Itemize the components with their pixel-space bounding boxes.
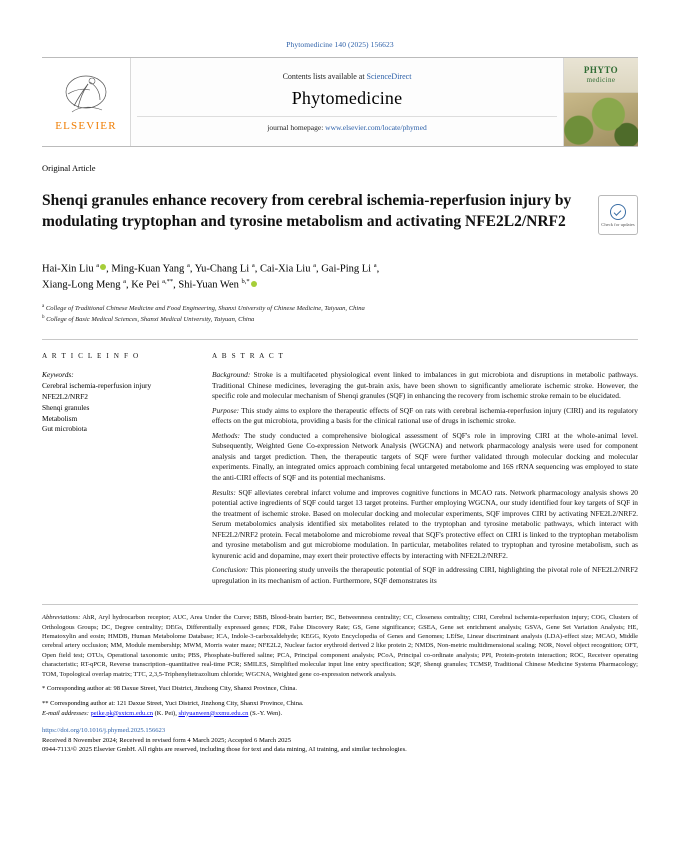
contents-line bbox=[137, 72, 557, 81]
email-owner-pei: (K. Pei), bbox=[154, 709, 177, 717]
cover-title: PHYTO bbox=[583, 65, 619, 76]
abstract-label: Conclusion: bbox=[212, 565, 249, 575]
author-line-1: Hai-Xin Liu $^a$ , Ming-Kuan Yang $^a$, Yu-Chang Li $^a$, Cai-Xia Liu $^a$, Gai-Ping Li $^a$, bbox=[42, 261, 380, 275]
homepage-prefix: journal homepage: bbox=[267, 123, 324, 132]
divider-top bbox=[42, 339, 638, 340]
keyword-item: Shenqi granules bbox=[42, 402, 90, 412]
crossmark-label: Check for updates bbox=[601, 221, 635, 227]
affiliations bbox=[42, 303, 638, 325]
affiliation-a-text: College of Traditional Chinese Medicine and Food Engineering, Shanxi University of Chinese Medicine, Taiyuan, China bbox=[45, 305, 365, 313]
article-info-heading: A R T I C L E I N F O bbox=[42, 352, 140, 361]
abstract-label: Methods: bbox=[212, 430, 240, 440]
article-type: Original Article bbox=[42, 163, 96, 173]
abstract-text: The study conducted a comprehensive biological assessment of SQF's role in improving CIRI at the whole-animal level. Subsequently, Weighted Gene Co-expression Network Analysis (WGCNA) and network pharmacology analysis were used for component analysis and target prediction. Then, the therapeutic targets of SQF were further validated through molecular docking and molecular experiments. Finally, an integrated omics approach combining fecal untargeted metabolome and 16S rRNA sequencing was employed to state the anti-CIRI effects of SQF and its potential mechanisms. bbox=[212, 430, 638, 482]
abstract-paragraph bbox=[212, 431, 638, 484]
author-list bbox=[42, 261, 638, 295]
elsevier-wordmark: ELSEVIER bbox=[55, 120, 117, 132]
journal-homepage-link[interactable]: www.elsevier.com/locate/phymed bbox=[325, 123, 427, 132]
abstract-label: Background: bbox=[212, 370, 251, 380]
abstract-heading: A B S T R A C T bbox=[212, 352, 285, 361]
orcid-icon[interactable] bbox=[100, 264, 106, 270]
abstract-label: Results: bbox=[212, 487, 236, 497]
journal-title: Phytomedicine bbox=[291, 88, 403, 108]
homepage-line bbox=[137, 116, 557, 132]
email-link-wen[interactable]: shiyuanwen@sxmu.edu.cn bbox=[178, 709, 249, 717]
affiliation-a: $^a$ College of Traditional Chinese Medicine and Food Engineering, Shanxi University of Chinese Medicine, Taiyuan, China bbox=[42, 304, 365, 313]
cover-header bbox=[564, 58, 638, 93]
abstract-paragraph bbox=[212, 370, 638, 402]
abstract-text: This pioneering study unveils the therapeutic potential of SQF in addressing CIRI, highlighting the pivotal role of NFE2L2/NRF2 upregulation in its mechanism of action. Furthermore, SQF demonstrates its bbox=[212, 565, 638, 585]
crossmark-badge[interactable] bbox=[598, 195, 638, 235]
keyword-item: Gut microbiota bbox=[42, 424, 87, 434]
running-head: Phytomedicine 140 (2025) 156623 bbox=[286, 40, 394, 49]
article-info-column bbox=[42, 352, 192, 590]
abbreviations-label: Abbreviations: bbox=[42, 614, 81, 622]
publisher-logo bbox=[42, 58, 131, 146]
abbreviations-text: AhR, Aryl hydrocarbon receptor; AUC, Area Under the Curve; BBB, Blood-brain barrier; BC, Betweenness centrality; CC, Closeness centrality; CIRI, Cerebral ischemia-reperfusion injury; COG, Clusters of Orthologous Groups; DC, Degree centrality; DEGs, Differentially expressed genes; FDR, False Discovery Rate; GS, Gene significance; GSEA, Gene set enrichment analysis; GSVA, Gene Set Variation Analysis; HE, Hematoxylin and eosin; HMDB, Human Metabolome Database; ICA, Indole-3-carboxaldehyde; KEGG, Kyoto Encyclopedia of Genes and Genomes; LEfSe, Linear discriminant analysis (LDA)-effect size; MCAO, Middle cerebral artery occlusion; MM, Module membership; MWM, Morris water maze; NFE2L2, Nuclear factor erythroid derived 2 like protein 2; NMDS, Non-metric multidimensional scaling; NOR, Novel object recognition; OFT, Open field test; OTUs, Operational taxonomic units; PBS, Phosphate-buffered saline; PCA, Principal component analysis; PCoA, Principal co-ordinate analysis; PPI, Protein-protein interaction; ROC, Receiver operating characteristic; RT-qPCR, Reverse transcription–quantitative real-time PCR; SMILES, Simplified molecular input line entry specification; SQF, Shenqi granules; TCMSP, Traditional Chinese Medicine Systems Pharmacology; TOM, Topological overlap matrix; TTC, 2,3,5-Triphenyltetrazolium chloride; WGCNA, Weighted gene co-expression network analysis. bbox=[42, 614, 638, 678]
corresponding-author-1: * Corresponding author at: 98 Daxue Street, Yuci District, Jinzhong City, Shanxi Province, China. bbox=[42, 685, 297, 693]
contents-prefix: Contents lists available at bbox=[282, 72, 365, 81]
journal-cover bbox=[563, 58, 638, 146]
abstract-paragraph bbox=[212, 406, 638, 427]
cover-image bbox=[564, 93, 638, 146]
article-body bbox=[42, 352, 638, 590]
journal-masthead bbox=[42, 57, 638, 147]
keyword-item: NFE2L2/NRF2 bbox=[42, 392, 88, 402]
keyword-item: Cerebral ischemia-reperfusion injury bbox=[42, 381, 152, 391]
affiliation-b-text: College of Basic Medical Sciences, Shanxi Medical University, Taiyuan, China bbox=[46, 316, 255, 324]
email-label: E-mail addresses: bbox=[42, 709, 89, 717]
elsevier-tree-icon bbox=[54, 72, 118, 118]
abstract-text: SQF alleviates cerebral infarct volume and improves cognitive functions in MCAO rats. Network pharmacology analysis shows 20 potential active ingredients of SQF could target 13 target proteins. Further employing WGCNA, our study identified four key targets of SQF in the treatment of ischemic stroke. Based on molecular docking and molecular experiments, SQF improves CIRI by activating NFE2L2/NRF2. Serum metabolomics analysis identified six metabolites related to the tryptophan and tyrosine metabolic pathways, which interact with NFE2L2/NRF2 protein. Fecal metabolome and microbiome reveal that SQF's protective effect on CIRI is linked to the tryptophan metabolism and tyrosine metabolism and gut microbiome modulation. In particular, metabolites related to tryptophan and tyrosine metabolism, such as kynurenic acid and dopamine, may exert their protective effects by interacting with NFE2L2/NRF2. bbox=[212, 487, 638, 560]
author-line-2: Xiang-Long Meng $^a$, Ke Pei $^{a,**}$, Shi-Yuan Wen $^{b,*}$ bbox=[42, 277, 638, 294]
sciencedirect-link[interactable]: ScienceDirect bbox=[366, 72, 412, 81]
abstract-paragraph bbox=[212, 488, 638, 562]
keyword-item: Metabolism bbox=[42, 413, 78, 423]
abbreviations bbox=[42, 613, 638, 679]
masthead-center bbox=[131, 58, 563, 146]
email-owner-wen: (S.-Y. Wen). bbox=[250, 709, 283, 717]
affiliation-b: $^b$ College of Basic Medical Sciences, Shanxi Medical University, Taiyuan, China bbox=[42, 315, 255, 324]
page-title: Shenqi granules enhance recovery from cerebral ischemia-reperfusion injury by modulating tryptophan and tyrosine metabolism and activating NFE2L2/NRF2 bbox=[42, 192, 572, 230]
email-addresses bbox=[42, 710, 638, 717]
keywords-label: Keywords: bbox=[42, 370, 74, 380]
title-row bbox=[42, 181, 638, 243]
abstract-column bbox=[212, 352, 638, 590]
abstract-text: This study aims to explore the therapeutic effects of SQF on rats with cerebral ischemia-reperfusion injury (CIRI) and its regulatory effects on the gut microbiota, providing a basis for the clinical rational use of drugs in ischemic stroke. bbox=[212, 405, 638, 426]
copyright-notice: 0944-7113/© 2025 Elsevier GmbH. All rights are reserved, including those for text and data mining, AI training, and similar technologies. bbox=[42, 745, 407, 753]
abstract-paragraph bbox=[212, 565, 638, 586]
orcid-icon[interactable] bbox=[251, 281, 257, 287]
abstract-text: Stroke is a multifaceted physiological event linked to imbalances in gut microbiota and disruptions in metabolic pathways. Traditional Chinese medicines, leveraging the gut-brain axis, have been shown to significantly ameliorate ischemic stroke. However, the specific role and molecular mechanism of Shenqi granules (SQF) in enhancing the recovery from ischemic stroke remain to be elucidated. bbox=[212, 370, 638, 401]
publication-history: Received 8 November 2024; Received in revised form 4 March 2025; Accepted 6 March 2025 bbox=[42, 736, 292, 744]
cover-subtitle: medicine bbox=[586, 75, 616, 84]
email-link-pei[interactable]: peike.pk@sxtcm.edu.cn bbox=[90, 709, 153, 717]
check-icon bbox=[610, 204, 626, 220]
abstract-label: Purpose: bbox=[212, 405, 240, 415]
footnotes bbox=[42, 604, 638, 752]
corresponding-author-2: ** Corresponding author at: 121 Daxue Street, Yuci District, Jinzhong City, Shanxi Province, China. bbox=[42, 699, 304, 707]
doi-link[interactable]: https://doi.org/10.1016/j.phymed.2025.156623 bbox=[42, 726, 166, 734]
